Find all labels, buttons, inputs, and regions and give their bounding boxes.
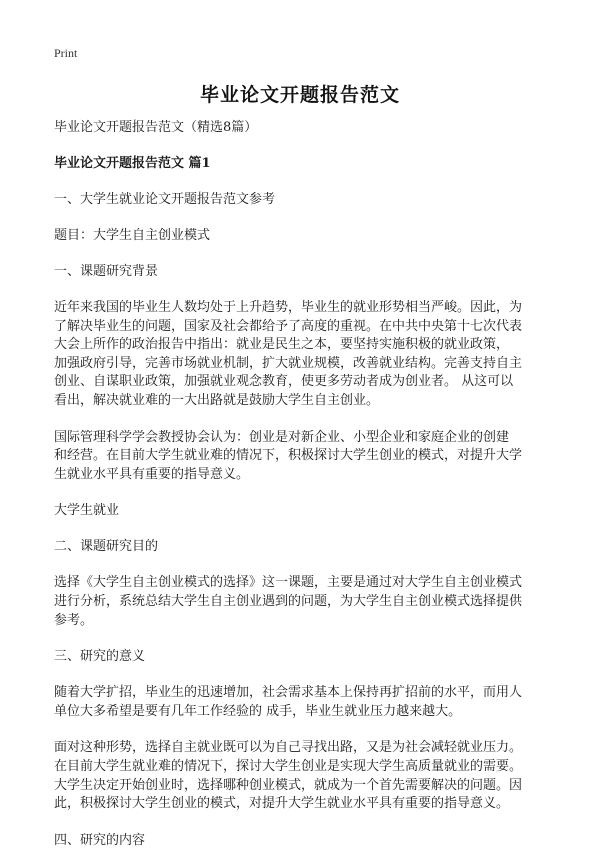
short-line: 大学生就业 [54,503,120,519]
document-subtitle: 毕业论文开题报告范文（精选8篇） [54,120,258,135]
paragraph-line: 大会上所作的政治报告中指出：就业是民生之本，要坚持实施积极的就业政策， [54,337,510,353]
print-label: Print [54,46,78,60]
paragraph-line: 此，积极探讨大学生创业的模式，对提升大学生就业水平具有重要的指导意义。 [54,796,510,812]
paragraph-significance-1 [54,684,554,721]
paragraph-line: 和经营。在目前大学生就业难的情况下，积极探讨大学生创业的模式，对提升大学 [54,448,523,464]
topic-line: 题目：大学生自主创业模式 [54,228,211,243]
paragraph-purpose [54,574,554,630]
paragraph-significance-2 [54,739,554,813]
section-4-heading: 四、研究的内容 [54,832,146,848]
paragraph-line: 加强政府引导，完善市场就业机制，扩大就业规模，改善就业结构。完善支持自主 [54,355,523,371]
article-heading: 毕业论文开题报告范文 篇1 [54,156,211,171]
paragraph-line: 单位大多希望是要有几年工作经验的 成手，毕业生就业压力越来越大。 [54,703,462,719]
paragraph-line: 国际管理科学学会教授协会认为：创业是对新企业、小型企业和家庭企业的创建 [54,429,510,445]
paragraph-line: 在目前大学生就业难的情况下，探讨大学生创业是实现大学生高质量就业的需要。 [54,758,523,774]
paragraph-line: 看出，解决就业难的一大出路就是鼓励大学生自主创业。 [54,392,380,408]
paragraph-line: 随着大学扩招，毕业生的迅速增加，社会需求基本上保持再扩招前的水平，而用人 [54,685,523,701]
section-2-heading: 二、课题研究目的 [54,539,159,555]
paragraph-line: 生就业水平具有重要的指导意义。 [54,466,250,482]
paragraph-line: 选择《大学生自主创业模式的选择》这一课题，主要是通过对大学生自主创业模式 [54,575,523,591]
section-intro-heading: 一、大学生就业论文开题报告范文参考 [54,192,276,207]
paragraph-line: 面对这种形势，选择自主就业既可以为自己寻找出路，又是为社会减轻就业压力。 [54,740,523,756]
paragraph-line: 了解决毕业生的问题，国家及社会都给予了高度的重视。在中共中央第十七次代表 [54,318,523,334]
paragraph-line: 近年来我国的毕业生人数均处于上升趋势，毕业生的就业形势相当严峻。因此，为 [54,300,523,315]
paragraph-background [54,299,554,411]
section-3-heading: 三、研究的意义 [54,649,146,665]
paragraph-line: 创业、自谋职业政策，加强就业观念教育，使更多劳动者成为创业者。 从这可以 [54,374,514,390]
document-title: 毕业论文开题报告范文 [199,84,400,106]
section-1-heading: 一、课题研究背景 [54,264,159,279]
paragraph-line: 参考。 [54,612,94,628]
document-body [54,119,554,868]
paragraph-line: 大学生决定开始创业时，选择哪种创业模式，就成为一个首先需要解决的问题。因 [54,777,523,793]
paragraph-definition [54,429,554,485]
paragraph-line: 进行分析，系统总结大学生自主创业遇到的问题，为大学生自主创业模式选择提供 [54,593,523,609]
